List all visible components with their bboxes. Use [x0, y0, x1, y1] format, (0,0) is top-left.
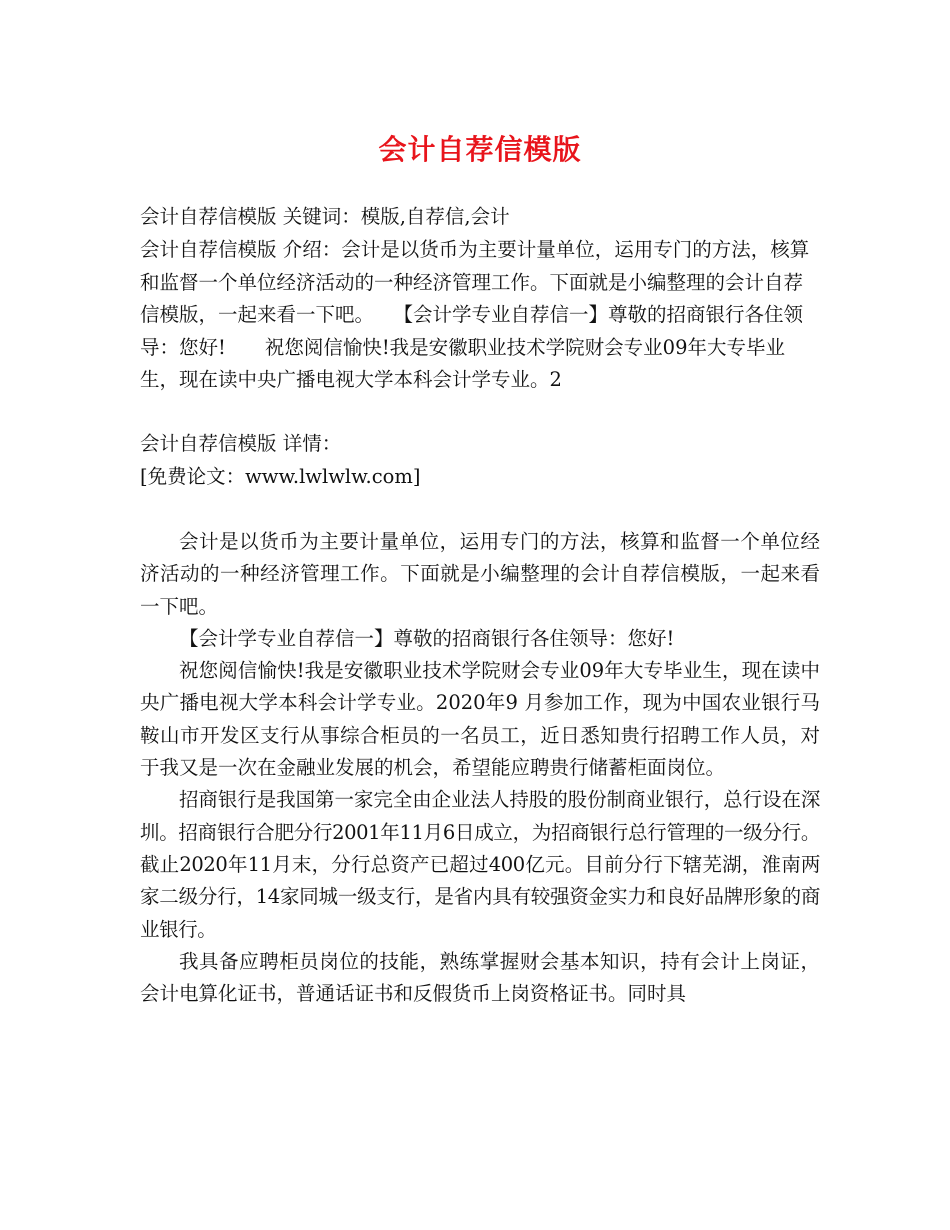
letter-body [140, 526, 820, 1010]
details-line: 会计自荐信模版 详情： [140, 432, 342, 455]
body-paragraph: 我具备应聘柜员岗位的技能，熟练掌握财会基本知识，持有会计上岗证，会计电算化证书，普通话证书和反假货币上岗资格证书。同时具 [140, 949, 820, 1006]
intro-line: 会计自荐信模版 介绍：会计是以货币为主要计量单位，运用专门的方法，核算和监督一个单位经济活动的一种经济管理工作。下面就是小编整理的会计自荐信模版，一起来看一下吧。 【会计学专业自荐信一】尊敬的招商银行各住领导：您好! 祝您阅信愉快!我是安徽职业技术学院财会专业09年大专毕业生，现在读中央广播电视大学本科会计学专业。2 [140, 238, 810, 391]
keywords-line: 会计自荐信模版 关键词：模版,自荐信,会计 [140, 205, 510, 228]
body-paragraph: 【会计学专业自荐信一】尊敬的招商银行各住领导：您好! [179, 626, 675, 650]
source-line: [免费论文：www.lwlwlw.com] [140, 465, 421, 488]
document-title: 会计自荐信模版 [378, 133, 582, 166]
body-paragraph: 会计是以货币为主要计量单位，运用专门的方法，核算和监督一个单位经济活动的一种经济管理工作。下面就是小编整理的会计自荐信模版，一起来看一下吧。 [140, 530, 820, 618]
document-page [140, 0, 820, 1230]
body-paragraph: 招商银行是我国第一家完全由企业法人持股的股份制商业银行，总行设在深圳。招商银行合肥分行2001年11月6日成立，为招商银行总行管理的一级分行。截止2020年11月末，分行总资产已超过400亿元。目前分行下辖芜湖，淮南两家二级分行，14家同城一级支行，是省内具有较强资金实力和良好品牌形象的商业银行。 [140, 788, 820, 941]
body-paragraph: 祝您阅信愉快!我是安徽职业技术学院财会专业09年大专毕业生，现在读中央广播电视大学本科会计学专业。2020年9 月参加工作，现为中国农业银行马鞍山市开发区支行从事综合柜员的一名员工，近日悉知贵行招聘工作人员，对于我又是一次在金融业发展的机会，希望能应聘贵行储蓄柜面岗位。 [140, 659, 820, 780]
